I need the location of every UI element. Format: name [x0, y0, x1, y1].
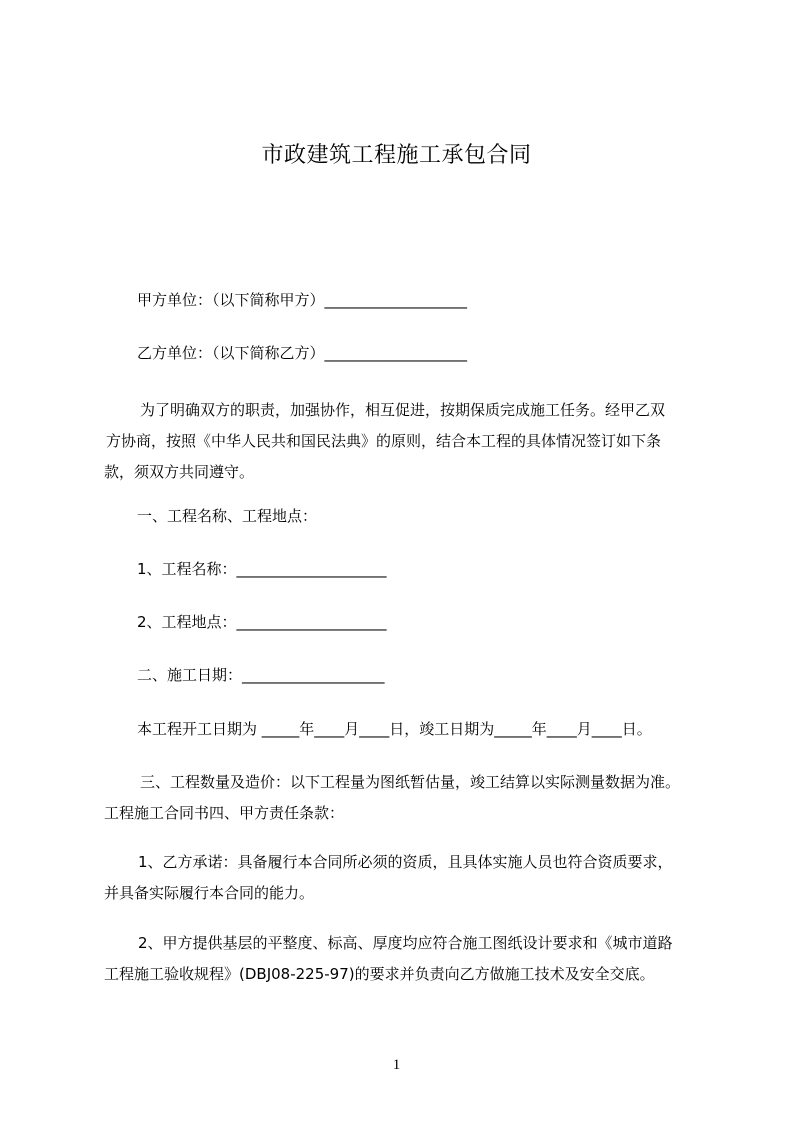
- intro-line-2: 方协商，按照《中华人民共和国民法典》的原则，结合本工程的具体情况签订如下条: [106, 432, 662, 450]
- party-b-line: 乙方单位：（以下简称乙方）___________________: [137, 344, 468, 362]
- intro-paragraph: [104, 395, 665, 488]
- intro-line-1: 为了明确双方的职责，加强协作，相互促进，按期保质完成施工任务。经甲乙双: [140, 401, 666, 419]
- clause2-line-2: 工程施工验收规程》(DBJ08-225-97)的要求并负责向乙方做施工技术及安全交底。: [104, 965, 655, 983]
- section3-line-2: 工程施工合同书四、甲方责任条款：: [104, 804, 345, 822]
- project-location-line: 2、工程地点：____________________: [137, 613, 387, 631]
- document-title: 市政建筑工程施工承包合同: [261, 143, 532, 168]
- section2-heading: 二、施工日期：___________________: [137, 666, 385, 684]
- section3-line-1: 三、工程数量及造价：以下工程量为图纸暂估量，竣工结算以实际测量数据为准。: [140, 773, 681, 791]
- clause2-paragraph: [104, 928, 673, 990]
- section3-paragraph: [104, 767, 680, 829]
- intro-line-3: 款，须双方共同遵守。: [104, 463, 255, 481]
- clause1-line-1: 1、乙方承诺：具备履行本合同所必须的资质，且具体实施人员也符合资质要求，: [138, 853, 673, 871]
- dates-line: 本工程开工日期为 _____年____月____日，竣工日期为_____年____月____日。: [137, 720, 652, 738]
- section1-heading: 一、工程名称、工程地点：: [137, 507, 318, 525]
- page-number: 1: [392, 1057, 401, 1073]
- project-name-line: 1、工程名称：____________________: [137, 560, 387, 578]
- clause1-paragraph: [104, 847, 673, 909]
- party-a-line: 甲方单位：（以下简称甲方）___________________: [137, 291, 468, 309]
- clause1-line-2: 并具备实际履行本合同的能力。: [104, 884, 315, 902]
- clause2-line-1: 2、甲方提供基层的平整度、标高、厚度均应符合施工图纸设计要求和《城市道路: [138, 934, 673, 952]
